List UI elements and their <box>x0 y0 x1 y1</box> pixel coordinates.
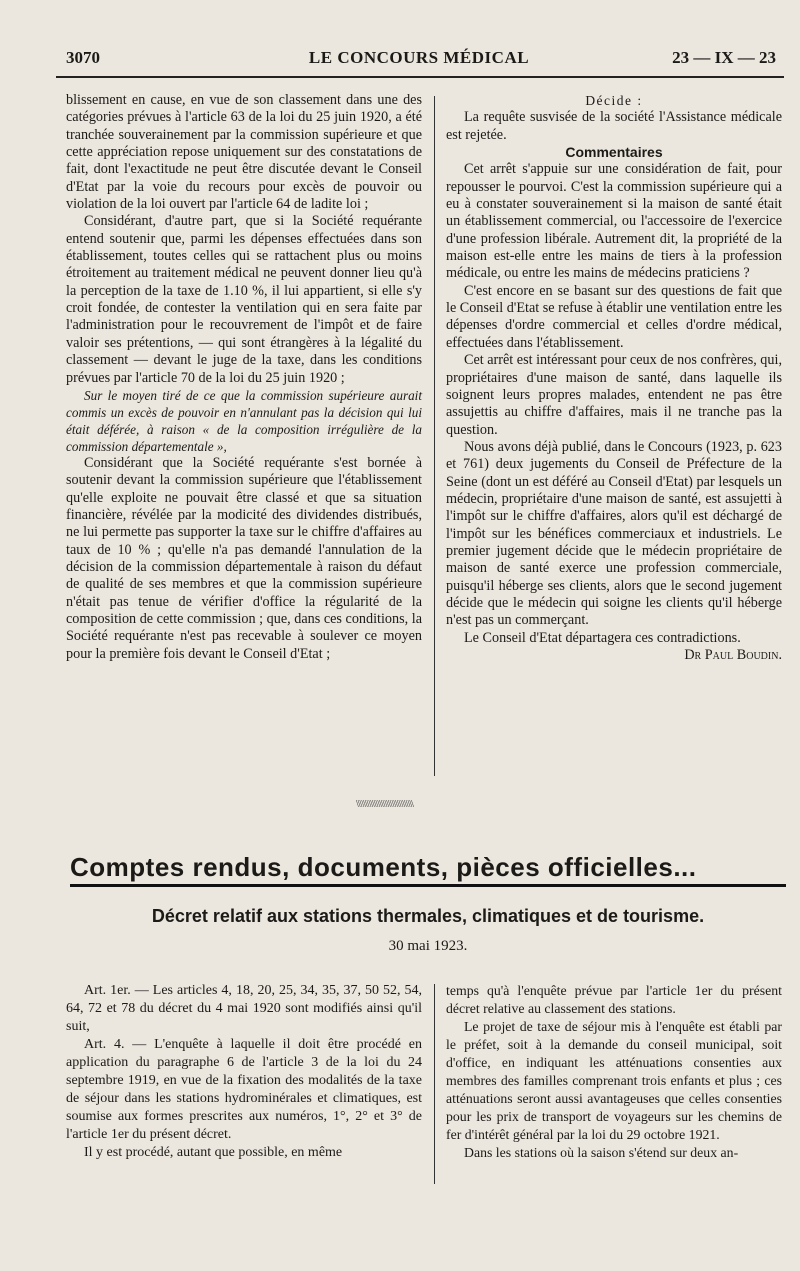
issue-date: 23 — IX — 23 <box>672 48 776 67</box>
paragraph: Art. 1er. — Les articles 4, 18, 20, 25, 34, 35, 37, 50 52, 54, 64, 72 et 78 du décret du 4 mai 1920 sont modifiés ainsi qu'il suit, <box>66 983 422 1034</box>
running-header <box>56 44 782 74</box>
right-column-bottom <box>446 982 782 1162</box>
comments-heading: Commentaires <box>565 144 663 161</box>
paragraph: C'est encore en se basant sur des questions de fait que le Conseil d'Etat se refuse à établir une ventilation entre les dépenses d'ordre commercial et celles d'ordre médical, effectuées dans l'établissement. <box>446 282 782 351</box>
paragraph: Considérant que la Société requérante s'est bornée à soutenir devant la commission supérieure que l'établissement qu'elle exploite ne pouvait être classé et que sa situation financière, révélée par la modicité des dividendes distribués, ne lui permette pas supporter la taxe sur le chiffre d'affaires au taux de 10 % ; qu'elle n'a pas demandé l'annulation de la décision de la commission départementale à raison du défaut de qualité de ses membres et que la commission supérieure n'était pas tenue de vérifier d'office la régularité de la composition de cette commission ; que, dans ces conditions, la Société requérante n'est pas recevable à soulever ce moyen pour la première fois devant le Conseil d'Etat ; <box>66 454 422 662</box>
ornament-divider: \\\\\\\\\\\\\\\\\\\\\\\\\\\\\\\\ <box>356 799 413 809</box>
paragraph: Nous avons déjà publié, dans le Concours (1923, p. 623 et 761) deux jugements du Conseil de Préfecture de la Seine (dont un est déféré au Conseil d'Etat) par lesquels un médecin, propriétaire d'une maison de santé, est assujetti à l'impôt sur le chiffre d'affaires, alors qu'il est déchargé de l'impôt sur les bénéfices commerciaux et industriels. Le premier jugement décide que le médecin propriétaire de maison de santé exerce une profession commerciale, puisqu'il héberge ses clients, alors que le second jugement décide que le médecin qui soigne les clients qu'il héberge n'est pas un commerçant. <box>446 438 782 629</box>
decree-date: 30 mai 1923. <box>388 938 468 954</box>
decree-title: Décret relatif aux stations thermales, climatiques et de tourisme. <box>151 906 705 926</box>
paragraph: temps qu'à l'enquête prévue par l'article 1er du présent décret relative au classement des stations. <box>446 983 782 1016</box>
decision-heading: Décide : <box>585 93 643 108</box>
paragraph: blissement en cause, en vue de son classement dans une des catégories prévues à l'article 63 de la loi du 25 juin 1920, a été tranchée souverainement par la commission supérieure et que cette appréciation repose uniquement sur des constatations de fait, dont l'exactitude ne peut être discutée devant le Conseil d'Etat par la voie du recours pour excès de pouvoir ou violation de la loi ouvert par l'article 64 de ladite loi ; <box>66 92 422 213</box>
column-divider <box>434 984 435 1184</box>
left-column-top <box>66 92 422 663</box>
page-number: 3070 <box>66 48 100 67</box>
header-rule <box>56 76 784 78</box>
paragraph: Art. 4. — L'enquête à laquelle il doit être procédé en application du paragraphe 6 de l'article 3 de la loi du 24 septembre 1919, en vue de la fixation des modalités de la taxe de séjour dans les stations hydrominérales et climatiques, est soumise aux formes prescrites aux numéros, 1°, 2° et 3° de l'article 1er du présent décret. <box>66 1037 422 1142</box>
paragraph: Il y est procédé, autant que possible, en même <box>84 1145 343 1160</box>
paragraph: Le projet de taxe de séjour mis à l'enquête est établi par le préfet, soit à la demande du conseil municipal, soit d'office, en indiquant les atténuations consenties aux membres des familles comprenant trois enfants et plus ; ces atténuations seront aussi avantageuses que celles consenties pour les prix de transport de voyageurs sur les chemins de fer d'intérêt général par la loi du 29 octobre 1921. <box>446 1019 782 1142</box>
right-column-top <box>446 92 782 664</box>
signature: Dr Paul Boudin. <box>684 647 782 663</box>
paragraph: Cet arrêt est intéressant pour ceux de nos confrères, qui, propriétaires d'une maison de santé, dans laquelle ils soignent leurs propres malades, entendent ne pas être assujettis au chiffre d'affaires, mais il ne tranche pas la question. <box>446 352 782 438</box>
paragraph: Dans les stations où la saison s'étend sur deux an- <box>464 1145 739 1160</box>
section-rule <box>70 884 786 887</box>
column-divider <box>434 96 435 776</box>
paragraph: Cet arrêt s'appuie sur une considération de fait, pour repousser le pourvoi. C'est la commission supérieure qui a eu à constater souverainement si la maison de santé était un établissement commercial, ou l'accessoire de l'exercice d'une profession libérale. Autrement dit, la propriété de la maison est-elle entre les mains de tiers à la profession médicale, ou entre les mains de médecins praticiens ? <box>446 161 782 282</box>
journal-title: LE CONCOURS MÉDICAL <box>308 48 530 67</box>
paragraph: La requête susvisée de la société l'Assistance médicale est rejetée. <box>446 109 782 143</box>
section-title: Comptes rendus, documents, pièces officielles... <box>70 852 697 882</box>
paragraph-italic: Sur le moyen tiré de ce que la commission supérieure aurait commis un excès de pouvoir en n'annulant pas la décision qui lui était déférée, à raison « de la composition irrégulière de la commission départementale », <box>66 387 422 454</box>
left-column-bottom <box>66 982 422 1162</box>
paragraph: Le Conseil d'Etat départagera ces contradictions. <box>464 629 741 646</box>
paragraph: Considérant, d'autre part, que si la Société requérante entend soutenir que, parmi les dépenses effectuées dans son établissement, toutes celles qui se rattachent plus ou moins étroitement au traitement médical ne peuvent donner lieu qu'à la perception de la taxe de 1.10 %, il lui appartient, si elle s'y croit fondée, de contester la ventilation qui en sera faite par l'administration pour le recouvrement de l'impôt et de faire valoir ses prétentions, — qui sont étrangères à la légalité du classement — devant le juge de la taxe, dans les conditions prévues par l'article 70 de la loi du 25 juin 1920 ; <box>66 213 422 386</box>
